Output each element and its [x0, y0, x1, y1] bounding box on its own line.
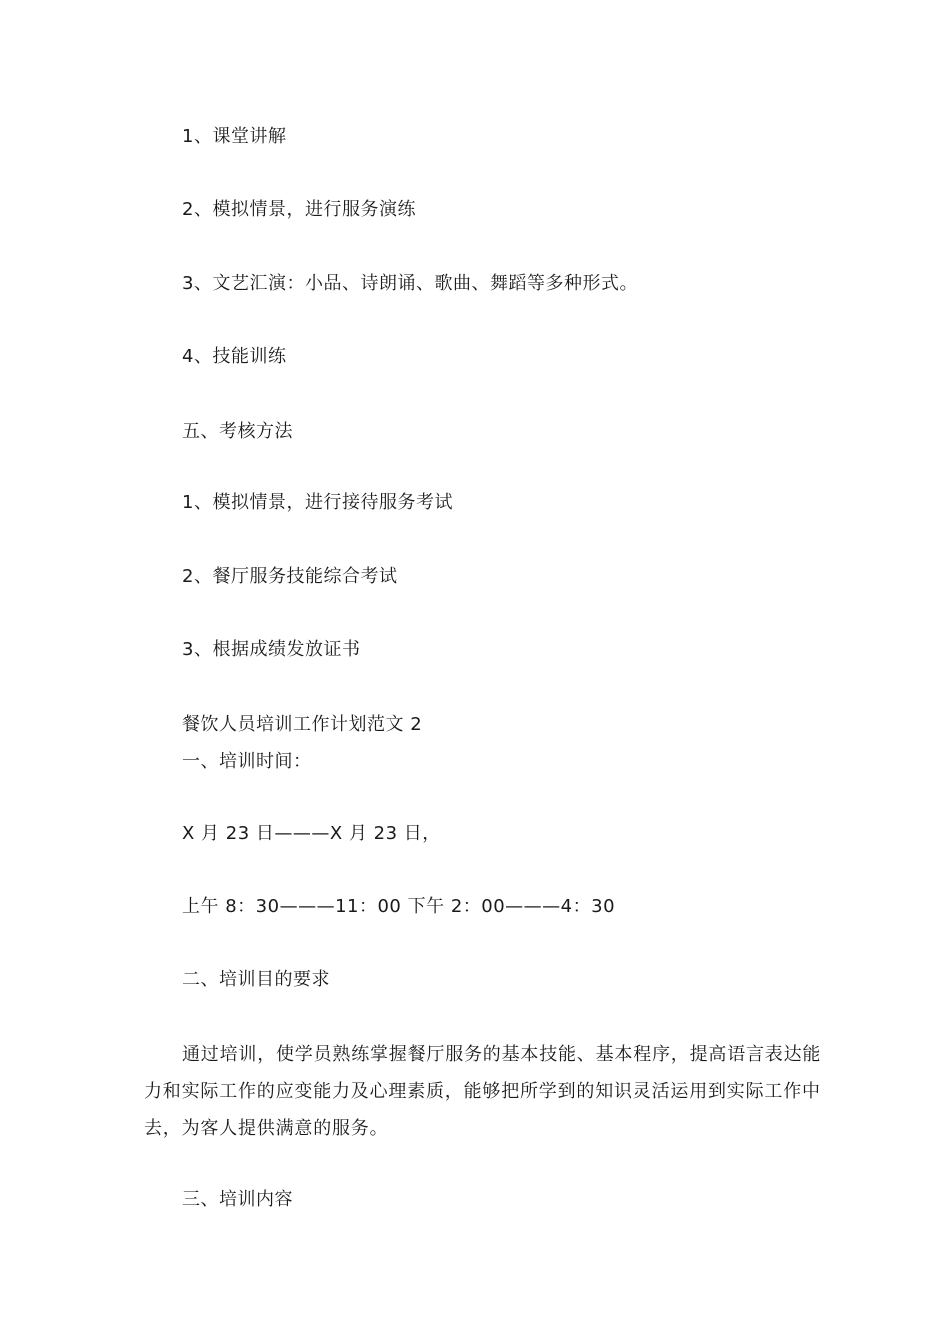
section-heading: 三、培训内容: [182, 1189, 293, 1210]
list-item: 3、根据成绩发放证书: [182, 639, 361, 660]
list-item: 1、课堂讲解: [182, 126, 287, 147]
section-heading: 二、培训目的要求: [182, 969, 330, 990]
list-item: 2、餐厅服务技能综合考试: [182, 566, 398, 587]
list-item: 4、技能训练: [182, 346, 287, 367]
document-title: 餐饮人员培训工作计划范文 2: [182, 714, 423, 735]
list-item: 3、文艺汇演：小品、诗朗诵、歌曲、舞蹈等多种形式。: [182, 273, 638, 294]
body-paragraph: 通过培训，使学员熟练掌握餐厅服务的基本技能、基本程序，提高语言表达能力和实际工作的应变能力及心理素质，能够把所学到的知识灵活运用到实际工作中去，为客人提供满意的服务。: [144, 1044, 822, 1139]
time-range: 上午 8：30———11：00 下午 2：00———4：30: [182, 896, 616, 917]
list-item: 1、模拟情景，进行接待服务考试: [182, 492, 453, 513]
section-heading: 一、培训时间：: [182, 751, 312, 772]
section-heading: 五、考核方法: [182, 421, 293, 442]
list-item: 2、模拟情景，进行服务演练: [182, 199, 416, 220]
date-range: X 月 23 日———X 月 23 日，: [182, 823, 441, 844]
